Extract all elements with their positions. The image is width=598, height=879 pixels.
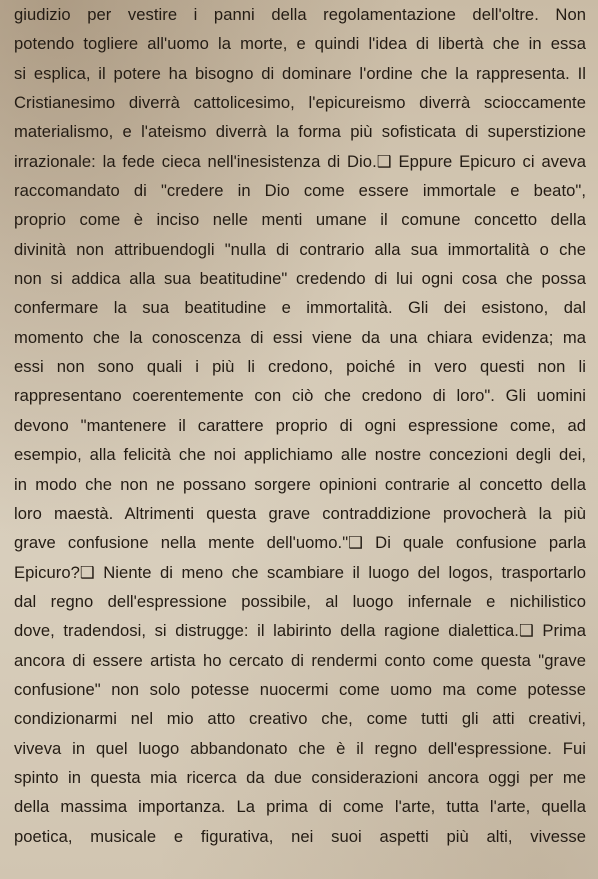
text-line: devono "mantenere il carattere proprio di ogni espressione come, ad (14, 415, 586, 435)
text-line: essi non sono quali i più li credono, poiché in vero questi non li (14, 357, 586, 377)
text-line: dove, tradendosi, si distrugge: il labirinto della ragione dialettica.❑ Prima (14, 621, 586, 641)
text-line: loro maestà. Altrimenti questa grave contraddizione provocherà la più (14, 503, 586, 523)
text-line: si esplica, il potere ha bisogno di dominare l'ordine che la rappresenta. Il (14, 63, 586, 83)
text-line: rappresentano coerentemente con ciò che credono di loro". Gli uomini (14, 386, 586, 406)
text-line: momento che la conoscenza di essi viene da una chiara evidenza; ma (14, 327, 586, 347)
text-line: condizionarmi nel mio atto creativo che, come tutti gli atti creativi, (14, 709, 586, 729)
text-line: divinità non attribuendogli "nulla di contrario alla sua immortalità o che (14, 239, 586, 259)
text-line: proprio come è inciso nelle menti umane il comune concetto della (14, 210, 586, 230)
text-line: raccomandato di "credere in Dio come essere immortale e beato", (14, 181, 586, 201)
text-line: grave confusione nella mente dell'uomo."❑ Di quale confusione parla (14, 533, 586, 553)
text-line: Epicuro?❑ Niente di meno che scambiare il luogo del logos, trasportarlo (14, 562, 586, 582)
text-line: spinto in questa mia ricerca da due considerazioni ancora oggi per me (14, 767, 586, 787)
text-line: materialismo, e l'ateismo diverrà la forma più sofisticata di superstizione (14, 122, 586, 142)
text-line: esempio, alla felicità che noi applichiamo alle nostre concezioni degli dei, (14, 445, 586, 465)
text-line: della massima importanza. La prima di come l'arte, tutta l'arte, quella (14, 797, 586, 817)
text-line: non si addica alla sua beatitudine" credendo di lui ogni cosa che possa (14, 269, 586, 289)
text-line: Cristianesimo diverrà cattolicesimo, l'epicureismo diverrà scioccamente (14, 93, 586, 113)
text-line: confermare la sua beatitudine e immortalità. Gli dei esistono, dal (14, 298, 586, 318)
text-line: dal regno dell'espressione possibile, al luogo infernale e nichilistico (14, 591, 586, 611)
text-line: poetica, musicale e figurativa, nei suoi aspetti più alti, vivesse (14, 826, 586, 846)
body-text (14, 0, 586, 851)
text-line: in modo che non ne possano sorgere opinioni contrarie al concetto della (14, 474, 586, 494)
text-line: irrazionale: la fede cieca nell'inesistenza di Dio.❑ Eppure Epicuro ci aveva (14, 151, 586, 171)
text-line: viveva in quel luogo abbandonato che è il regno dell'espressione. Fui (14, 738, 586, 758)
text-line: confusione" non solo potesse nuocermi come uomo ma come potesse (14, 679, 586, 699)
text-line: giudizio per vestire i panni della regolamentazione dell'oltre. Non (14, 5, 586, 24)
text-line: ancora di essere artista ho cercato di rendermi conto come questa "grave (14, 650, 586, 670)
text-line: potendo togliere all'uomo la morte, e quindi l'idea di libertà che in essa (14, 34, 586, 54)
